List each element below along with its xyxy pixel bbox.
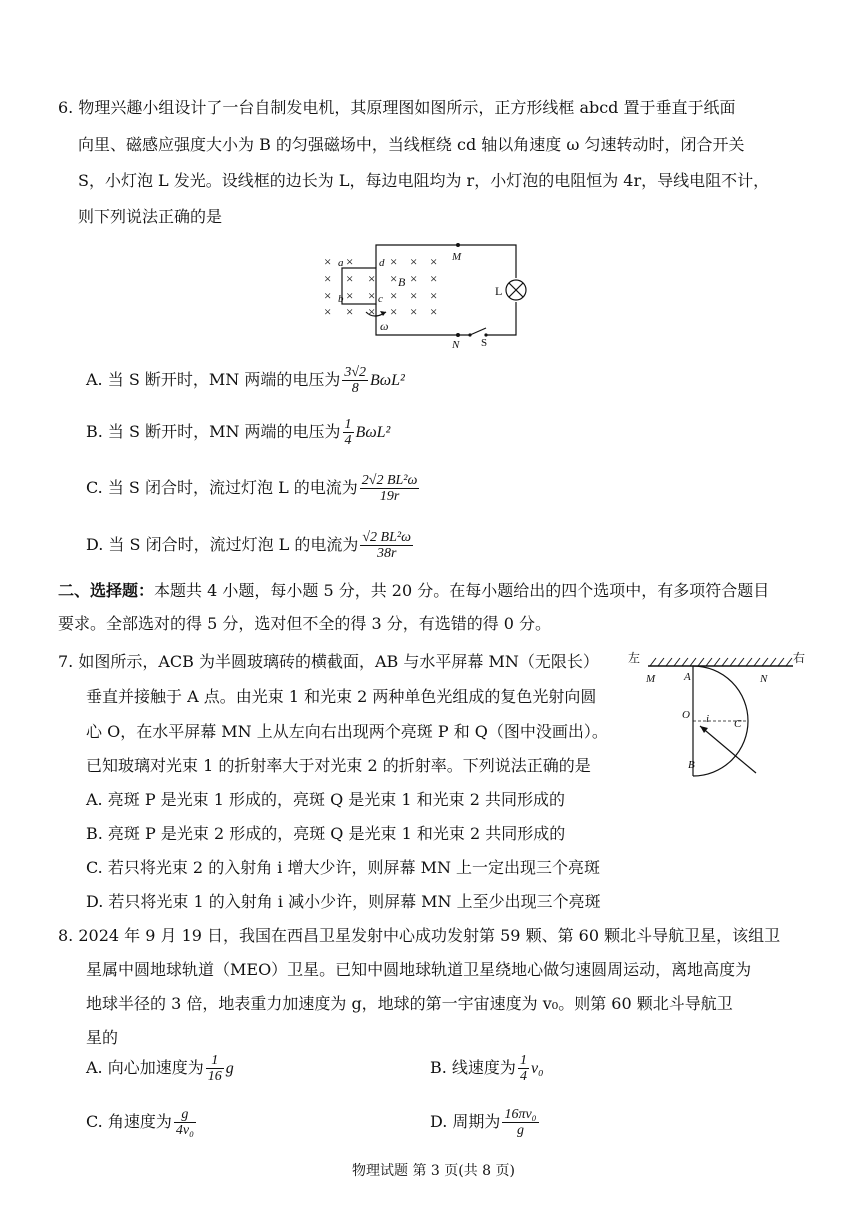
svg-text:×: × [390, 304, 398, 319]
svg-text:×: × [346, 271, 354, 286]
q8-line-2: 星属中圆地球轨道（MEO）卫星。已知中圆地球轨道卫星绕地心做匀速圆周运动，离地高度为 [86, 960, 752, 979]
svg-text:×: × [368, 304, 376, 319]
svg-text:×: × [324, 304, 332, 319]
q7-line-3: 心 O，在水平屏幕 MN 上从左向右出现两个亮斑 P 和 Q（图中没画出）。 [86, 722, 608, 741]
q8-option-c: C. 角速度为 $\frac{g}{\text{4v₀}}$ [86, 1107, 194, 1138]
svg-text:×: × [324, 254, 332, 269]
label-a: a [338, 257, 344, 269]
label-N: N [760, 673, 768, 685]
q6-option-d: D. 当 S 闭合时，流过灯泡 L 的电流为 $\frac{\text{√2 BL²ω}}{38r}$ [86, 530, 411, 561]
q6-line-3: S，小灯泡 L 发光。设线框的边长为 L，每边电阻均为 r，小灯泡的电阻恒为 4r，导线电阻不计， [78, 171, 770, 190]
q8-line-3: 地球半径的 3 倍，地表重力加速度为 g，地球的第一宇宙速度为 v₀。则第 60 颗北斗导航卫 [86, 994, 733, 1013]
q6-option-c: C. 当 S 闭合时，流过灯泡 L 的电流为 $\frac{\text{2√2 BL²ω}}{19r}$ [86, 473, 418, 504]
svg-text:×: × [430, 288, 438, 303]
q8-option-a: A. 向心加速度为 $\frac{1}{16}$ g [86, 1053, 234, 1084]
label-M: M [646, 673, 656, 685]
label-right: 右 [793, 651, 806, 665]
q8-option-c-fraction: $\frac{g}{\text{4v₀}}$ [175, 1107, 194, 1138]
page-footer: 物理试题 第 3 页(共 8 页) [352, 1163, 515, 1179]
svg-text:×: × [410, 304, 418, 319]
svg-text:×: × [346, 288, 354, 303]
q7-line-1: 7. 如图所示，ACB 为半圆玻璃砖的横截面，AB 与水平屏幕 MN（无限长） [58, 652, 599, 671]
q6-option-c-fraction: $\frac{\text{2√2 BL²ω}}{19r}$ [361, 473, 418, 504]
label-O: O [682, 709, 690, 721]
q6-line-1: 6. 物理兴趣小组设计了一台自制发电机，其原理图如图所示，正方形线框 abcd 置于垂直于纸面 [58, 98, 736, 117]
svg-text:×: × [430, 254, 438, 269]
label-C: C [734, 718, 742, 730]
svg-text:×: × [410, 254, 418, 269]
q6-circuit-diagram [310, 238, 540, 348]
svg-text:×: × [324, 288, 332, 303]
label-B: B [398, 275, 406, 289]
label-d: d [379, 257, 385, 269]
label-N: N [452, 339, 460, 348]
q8-line-4: 星的 [86, 1028, 119, 1047]
section-2-line-2: 要求。全部选对的得 5 分，选对但不全的得 3 分，有选错的得 0 分。 [58, 614, 552, 633]
q6-option-a-fraction: $\frac{3√2}{8}$ [344, 365, 367, 396]
q8-option-d-fraction: $\frac{\text{16πv₀}}{g}$ [504, 1107, 537, 1138]
q6-line-2: 向里、磁感应强度大小为 B 的匀强磁场中，当线框绕 cd 轴以角速度 ω 匀速转动时，闭合开关 [78, 135, 745, 154]
q8-line-1: 8. 2024 年 9 月 19 日，我国在西昌卫星发射中心成功发射第 59 颗、第 60 颗北斗导航卫星，该组卫 [58, 926, 781, 945]
label-left: 左 [628, 651, 641, 665]
label-M: M [452, 251, 462, 263]
label-b: b [338, 293, 344, 305]
q7-option-c: C. 若只将光束 2 的入射角 i 增大少许，则屏幕 MN 上一定出现三个亮斑 [86, 858, 601, 877]
section-2-title: 二、选择题： [58, 581, 155, 600]
q8-option-a-fraction: $\frac{1}{16}$ [207, 1053, 222, 1084]
q7-option-a: A. 亮斑 P 是光束 1 形成的，亮斑 Q 是光束 1 和光束 2 共同形成的 [86, 790, 566, 809]
svg-text:×: × [430, 271, 438, 286]
svg-text:×: × [410, 288, 418, 303]
svg-text:×: × [368, 288, 376, 303]
svg-text:×: × [390, 254, 398, 269]
svg-text:×: × [346, 304, 354, 319]
svg-text:×: × [346, 254, 354, 269]
q7-line-2: 垂直并接触于 A 点。由光束 1 和光束 2 两种单色光组成的复色光射向圆 [86, 687, 597, 706]
q6-option-d-fraction: $\frac{\text{√2 BL²ω}}{38r}$ [362, 530, 411, 561]
q6-option-a: A. 当 S 断开时，MN 两端的电压为 $\frac{3√2}{8}$ BωL² [86, 365, 405, 396]
svg-text:×: × [324, 271, 332, 286]
q8-option-d: D. 周期为 $\frac{\text{16πv₀}}{g}$ [430, 1107, 537, 1138]
svg-text:×: × [368, 271, 376, 286]
q6-option-b: B. 当 S 断开时，MN 两端的电压为 $\frac{1}{4}$ BωL² [86, 417, 391, 448]
label-S: S [481, 337, 488, 348]
q7-semicircle-diagram [628, 650, 818, 778]
svg-text:×: × [410, 271, 418, 286]
label-i: i [706, 713, 710, 725]
q6-line-4: 则下列说法正确的是 [78, 207, 223, 226]
label-c: c [378, 293, 383, 305]
svg-text:×: × [430, 304, 438, 319]
q6-option-b-fraction: $\frac{1}{4}$ [344, 417, 352, 448]
label-L: L [495, 284, 503, 298]
label-omega: ω [380, 319, 389, 333]
q7-line-4: 已知玻璃对光束 1 的折射率大于对光束 2 的折射率。下列说法正确的是 [86, 756, 591, 775]
label-B: B [688, 759, 695, 771]
q7-option-d: D. 若只将光束 1 的入射角 i 减小少许，则屏幕 MN 上至少出现三个亮斑 [86, 892, 601, 911]
label-A: A [684, 671, 691, 683]
section-2-line-1: 二、选择题：本题共 4 小题，每小题 5 分，共 20 分。在每小题给出的四个选项中，有多项符合题目 [58, 581, 770, 600]
q8-option-b-fraction: $\frac{1}{4}$ [519, 1053, 527, 1084]
svg-text:×: × [390, 271, 398, 286]
q7-option-b: B. 亮斑 P 是光束 2 形成的，亮斑 Q 是光束 1 和光束 2 共同形成的 [86, 824, 566, 843]
q8-option-b: B. 线速度为 $\frac{1}{4}$ v₀ [430, 1053, 544, 1084]
svg-text:×: × [390, 288, 398, 303]
